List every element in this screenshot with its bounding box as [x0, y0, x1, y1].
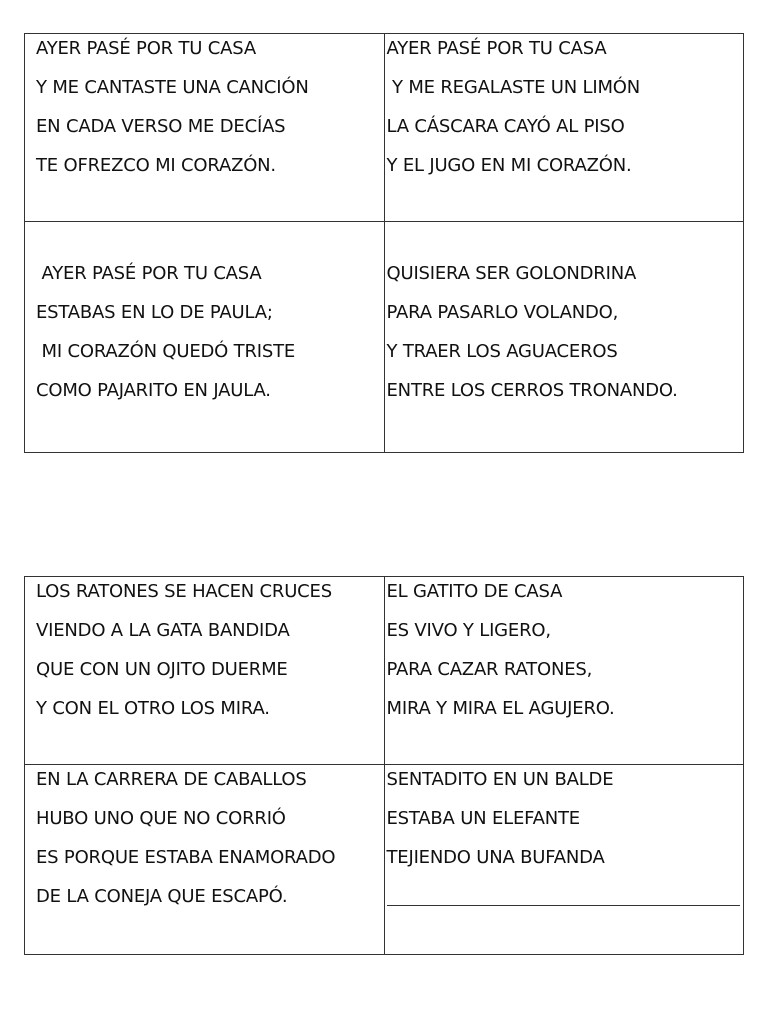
verse-text	[385, 572, 744, 764]
verse-line: QUE CON UN OJITO DUERME	[36, 659, 288, 680]
verse-line: EN LA CARRERA DE CABALLOS	[36, 769, 307, 790]
verse-line: PARA CAZAR RATONES,	[386, 659, 593, 680]
verse-line: SENTADITO EN UN BALDE	[386, 769, 614, 790]
verse-line: ESTABA UN ELEFANTE	[386, 808, 580, 829]
verses-table-top	[24, 33, 744, 453]
verse-line: ENTRE LOS CERROS TRONANDO.	[386, 380, 678, 401]
verse-line: COMO PAJARITO EN JAULA.	[36, 380, 271, 401]
verse-line: ES VIVO Y LIGERO,	[386, 620, 551, 641]
verse-cell	[25, 34, 385, 222]
verse-line: PARA PASARLO VOLANDO,	[386, 302, 619, 323]
table-row	[25, 577, 744, 765]
verse-cell	[384, 765, 744, 955]
verse-line: QUISIERA SER GOLONDRINA	[386, 263, 637, 284]
verse-line: ESTABAS EN LO DE PAULA;	[36, 302, 273, 323]
verse-line: Y ME REGALASTE UN LIMÓN	[386, 77, 641, 98]
verses-table-bottom	[24, 576, 744, 955]
verse-text	[25, 760, 384, 954]
table-row	[25, 222, 744, 453]
verse-line: TE OFREZCO MI CORAZÓN.	[36, 155, 276, 176]
verse-line: MIRA Y MIRA EL AGUJERO.	[386, 698, 615, 719]
verse-cell	[384, 34, 744, 222]
verse-line: Y EL JUGO EN MI CORAZÓN.	[386, 155, 632, 176]
verse-line: EN CADA VERSO ME DECÍAS	[36, 116, 286, 137]
verse-line: MI CORAZÓN QUEDÓ TRISTE	[36, 341, 296, 362]
verse-text	[25, 572, 384, 764]
verse-line: AYER PASÉ POR TU CASA	[36, 263, 262, 284]
verse-text	[25, 29, 384, 221]
verse-line: Y TRAER LOS AGUACEROS	[386, 341, 618, 362]
verse-line: HUBO UNO QUE NO CORRIÓ	[36, 808, 286, 829]
verse-line: ES PORQUE ESTABA ENAMORADO	[36, 847, 336, 868]
verse-cell	[25, 222, 385, 453]
table-row	[25, 34, 744, 222]
verse-line: VIENDO A LA GATA BANDIDA	[36, 620, 290, 641]
verse-line: Y CON EL OTRO LOS MIRA.	[36, 698, 270, 719]
verse-text	[25, 222, 384, 452]
verse-cell	[25, 577, 385, 765]
table-row	[25, 765, 744, 955]
verse-cell	[384, 222, 744, 453]
verse-text	[385, 760, 744, 954]
verse-line: LA CÁSCARA CAYÓ AL PISO	[386, 116, 625, 137]
verse-line: DE LA CONEJA QUE ESCAPÓ.	[36, 886, 288, 907]
verse-line: AYER PASÉ POR TU CASA	[36, 38, 256, 59]
verse-text	[385, 29, 744, 221]
verse-line: EL GATITO DE CASA	[386, 581, 563, 602]
verse-cell	[25, 765, 385, 955]
blank-writing-line	[387, 905, 741, 906]
verse-line: TEJIENDO UNA BUFANDA	[386, 847, 605, 868]
verse-line: LOS RATONES SE HACEN CRUCES	[36, 581, 332, 602]
verse-cell	[384, 577, 744, 765]
verse-line: AYER PASÉ POR TU CASA	[386, 38, 607, 59]
verse-text	[385, 222, 744, 452]
verse-line: Y ME CANTASTE UNA CANCIÓN	[36, 77, 309, 98]
